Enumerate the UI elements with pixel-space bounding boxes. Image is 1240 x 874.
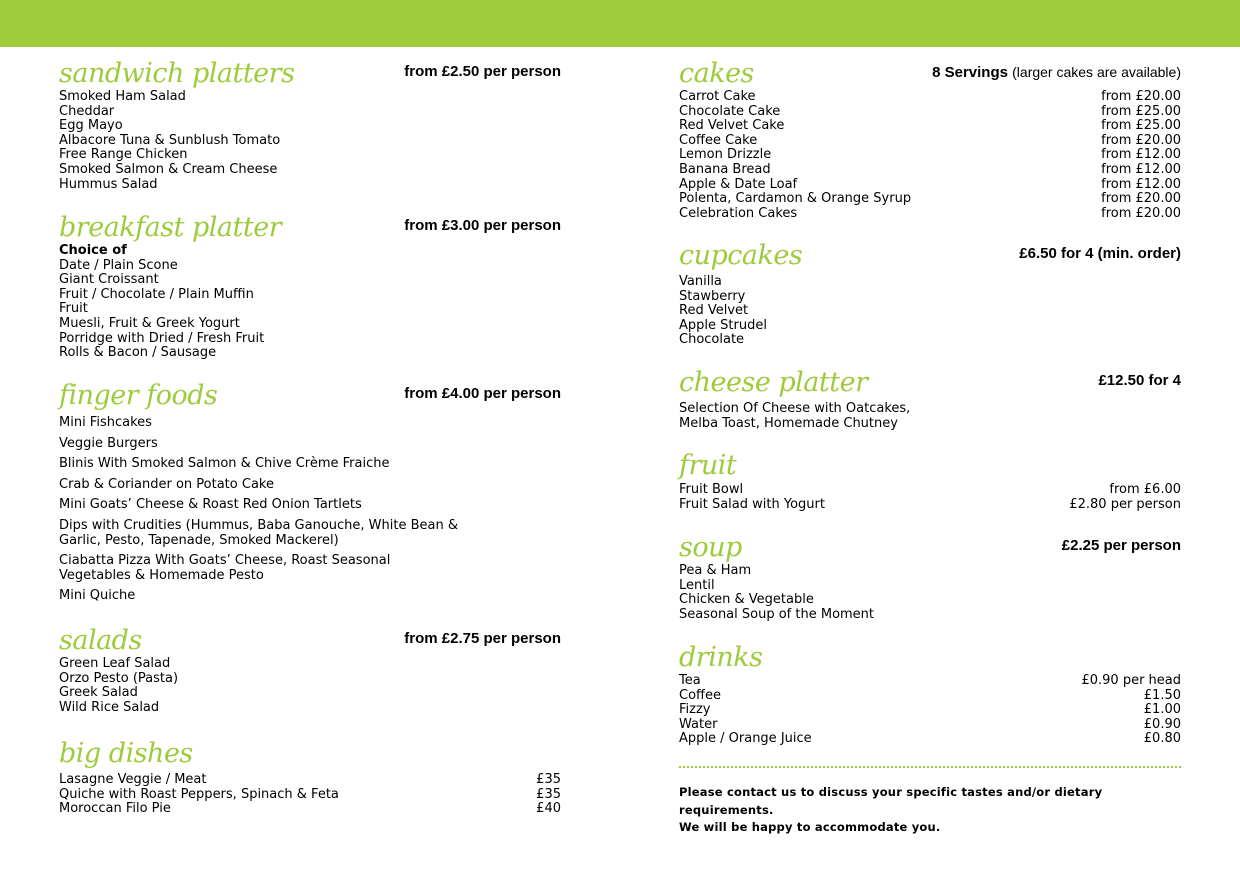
list-item: Veggie Burgers <box>59 435 158 451</box>
list-item: Hummus Salad <box>59 176 158 192</box>
item-price: from £12.00 <box>1101 161 1181 177</box>
item-price: £0.90 per head <box>1081 673 1181 688</box>
section-cheese-platter <box>679 367 1181 431</box>
list-item: Date / Plain Scone <box>59 257 178 273</box>
list-item: Green Leaf Salad <box>59 656 171 671</box>
item-name: Apple & Date Loaf <box>679 176 798 192</box>
section-cupcakes <box>679 240 1181 348</box>
section-title: cakes <box>679 58 754 89</box>
item-name: Coffee <box>679 687 721 703</box>
item-name: Fruit Salad with Yogurt <box>679 496 825 512</box>
section-title: soup <box>679 532 742 563</box>
section-title: drinks <box>679 642 763 673</box>
section-price: £12.50 for 4 <box>1098 372 1181 389</box>
list-item: Greek Salad <box>59 685 138 701</box>
item-price: £0.90 <box>1143 716 1181 732</box>
list-item: Blinis With Smoked Salmon & Chive Crème Fraiche <box>59 456 390 472</box>
list-item: Chocolate <box>679 332 745 348</box>
list-item: Albacore Tuna & Sunblush Tomato <box>59 132 281 148</box>
list-item: Lentil <box>679 577 715 593</box>
item-name: Fizzy <box>679 702 711 718</box>
item-name: Banana Bread <box>679 161 771 177</box>
list-item: Fruit <box>59 301 88 317</box>
section-breakfast-platter <box>59 212 561 361</box>
list-item: Chicken & Vegetable <box>679 592 814 608</box>
list-item: Stawberry <box>679 288 746 304</box>
list-item <box>679 134 1181 149</box>
list-item: Smoked Salmon & Cream Cheese <box>59 161 278 177</box>
list-item <box>679 689 1181 704</box>
item-name: Fruit Bowl <box>679 482 744 497</box>
section-salads <box>59 625 561 715</box>
item-name: Polenta, Cardamon & Orange Syrup <box>679 191 912 207</box>
list-item: Red Velvet <box>679 303 749 319</box>
item-price: from £20.00 <box>1101 205 1181 221</box>
item-name: Coffee Cake <box>679 132 758 148</box>
list-item <box>679 90 1181 105</box>
list-item: Ciabatta Pizza With Goats’ Cheese, Roast Seasonal Vegetables & Homemade Pesto <box>59 553 391 583</box>
list-item: Cheddar <box>59 103 115 119</box>
section-price <box>932 62 1181 83</box>
list-item: Rolls & Bacon / Sausage <box>59 345 217 361</box>
item-price: from £20.00 <box>1101 132 1181 148</box>
list-item <box>679 178 1181 193</box>
section-drinks <box>679 642 1181 747</box>
list-item: Apple Strudel <box>679 317 767 333</box>
list-item <box>679 732 1181 747</box>
item-price: £0.80 <box>1143 731 1181 747</box>
list-item: Muesli, Fruit & Greek Yogurt <box>59 315 240 331</box>
item-name: Apple / Orange Juice <box>679 731 812 747</box>
servings-label: 8 Servings <box>932 64 1008 81</box>
section-finger-foods <box>59 380 561 610</box>
section-title: fruit <box>679 450 737 481</box>
list-item <box>679 703 1181 718</box>
list-item: Mini Fishcakes <box>59 415 152 430</box>
item-name: Moroccan Filo Pie <box>59 801 171 817</box>
item-name: Chocolate Cake <box>679 103 781 119</box>
section-title: cupcakes <box>679 240 803 271</box>
section-title: salads <box>59 625 142 656</box>
item-name: Lemon Drizzle <box>679 147 772 163</box>
section-title: big dishes <box>59 738 193 769</box>
list-item <box>59 788 561 803</box>
list-item <box>679 105 1181 120</box>
section-price: from £4.00 per person <box>404 385 561 402</box>
list-item <box>679 207 1181 222</box>
list-item: Crab & Coriander on Potato Cake <box>59 476 274 492</box>
list-item <box>679 192 1181 207</box>
item-price: £35 <box>536 786 561 802</box>
item-price: from £25.00 <box>1101 118 1181 134</box>
section-fruit <box>679 450 1181 512</box>
section-price: £6.50 for 4 (min. order) <box>1019 245 1181 262</box>
item-name: Water <box>679 716 718 732</box>
list-item <box>679 483 1181 498</box>
section-sandwich-platters <box>59 58 561 192</box>
list-item <box>679 718 1181 733</box>
item-price: from £20.00 <box>1101 191 1181 207</box>
list-item: Orzo Pesto (Pasta) <box>59 670 179 686</box>
item-name: Lasagne Veggie / Meat <box>59 772 207 787</box>
item-name: Tea <box>679 673 701 688</box>
list-item: Mini Quiche <box>59 588 136 604</box>
section-price: £2.25 per person <box>1061 537 1181 554</box>
list-item: Smoked Ham Salad <box>59 89 186 104</box>
list-item: Selection Of Cheese with Oatcakes, <box>679 401 911 416</box>
item-price: from £12.00 <box>1101 147 1181 163</box>
footnote <box>679 784 1189 837</box>
list-item <box>59 802 561 817</box>
item-price: £2.80 per person <box>1069 496 1181 512</box>
item-price: £40 <box>536 801 561 817</box>
item-name: Quiche with Roast Peppers, Spinach & Feta <box>59 786 339 802</box>
list-item <box>679 498 1181 513</box>
list-item <box>679 674 1181 689</box>
list-item: Free Range Chicken <box>59 147 188 163</box>
section-title: cheese platter <box>679 367 868 398</box>
top-accent-bar <box>0 0 1240 47</box>
section-price: from £2.75 per person <box>404 630 561 647</box>
item-price: £1.50 <box>1143 687 1181 703</box>
footnote-line-1: Please contact us to discuss your specific tastes and/or dietary requirements. <box>679 785 1103 817</box>
item-price: from £20.00 <box>1101 89 1181 104</box>
list-item: Fruit / Chocolate / Plain Muffin <box>59 286 254 302</box>
list-item: Seasonal Soup of the Moment <box>679 606 875 622</box>
section-title: sandwich platters <box>59 58 295 89</box>
section-title: finger foods <box>59 380 218 411</box>
footnote-line-2: We will be happy to accommodate you. <box>679 820 941 834</box>
list-item: Pea & Ham <box>679 563 752 578</box>
list-item <box>679 163 1181 178</box>
item-price: from £6.00 <box>1109 482 1181 497</box>
section-title: breakfast platter <box>59 212 282 243</box>
list-item: Dips with Crudities (Hummus, Baba Ganouche, White Bean & Garlic, Pesto, Tapenade, Smoked Mackerel) <box>59 517 459 548</box>
list-item: Mini Goats’ Cheese & Roast Red Onion Tartlets <box>59 497 362 513</box>
list-item: Wild Rice Salad <box>59 699 160 715</box>
list-item <box>59 773 561 788</box>
item-price: from £12.00 <box>1101 176 1181 192</box>
section-price: from £3.00 per person <box>404 217 561 234</box>
choice-label: Choice of <box>59 243 127 258</box>
item-price: £1.00 <box>1143 702 1181 718</box>
list-item: Giant Croissant <box>59 272 159 288</box>
list-item: Vanilla <box>679 274 722 289</box>
list-item: Egg Mayo <box>59 118 123 134</box>
item-name: Red Velvet Cake <box>679 118 785 134</box>
item-price: £35 <box>536 772 561 787</box>
list-item <box>679 119 1181 134</box>
section-soup <box>679 532 1181 622</box>
section-big-dishes <box>59 738 561 817</box>
list-item: Porridge with Dried / Fresh Fruit <box>59 330 265 346</box>
item-name: Celebration Cakes <box>679 205 798 221</box>
dotted-divider <box>679 766 1181 768</box>
list-item <box>679 148 1181 163</box>
list-item: Melba Toast, Homemade Chutney <box>679 415 898 431</box>
servings-note: (larger cakes are available) <box>1012 64 1181 80</box>
item-name: Carrot Cake <box>679 89 756 104</box>
item-price: from £25.00 <box>1101 103 1181 119</box>
section-price: from £2.50 per person <box>404 63 561 80</box>
section-cakes <box>679 58 1181 221</box>
